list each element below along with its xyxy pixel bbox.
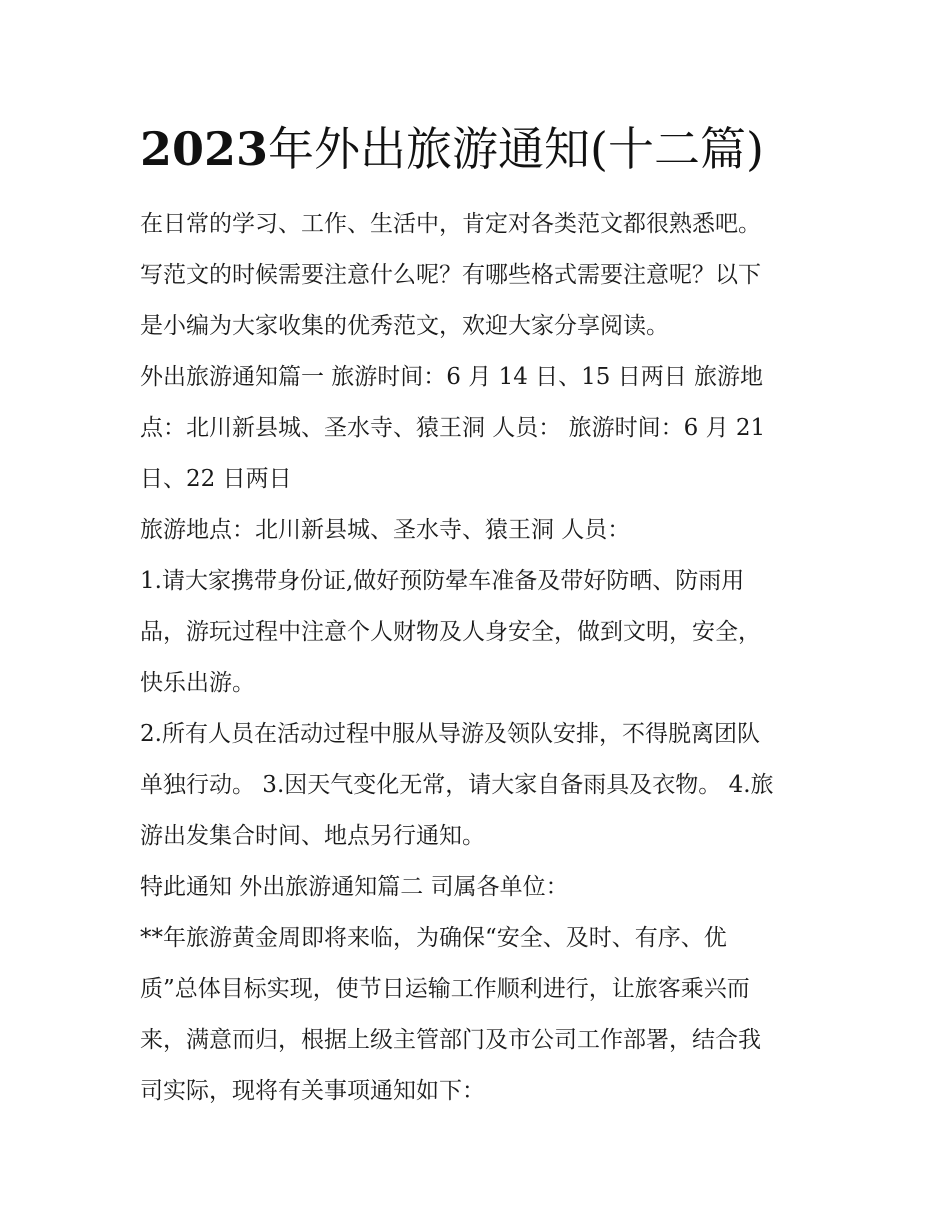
body-line: 旅游地点：北川新县城、圣水寺、猿王洞 人员： xyxy=(140,517,631,543)
body-line: 写范文的时候需要注意什么呢？有哪些格式需要注意呢？以下 xyxy=(140,262,761,288)
body-line: 品，游玩过程中注意个人财物及人身安全，做到文明，安全， xyxy=(140,619,761,645)
body-line: 单独行动。 3.因天气变化无常，请大家自备雨具及衣物。 4.旅 xyxy=(140,772,774,798)
body-line: 点：北川新县城、圣水寺、猿王洞 人员： 旅游时间：6 月 21 xyxy=(140,415,766,441)
body-line: 来，满意而归，根据上级主管部门及市公司工作部署，结合我 xyxy=(140,1027,761,1053)
title-year: 2023 xyxy=(140,122,269,176)
body-line: 2.所有人员在活动过程中服从导游及领队安排，不得脱离团队 xyxy=(140,721,760,747)
body-line: 日、22 日两日 xyxy=(140,466,292,492)
body-line: **年旅游黄金周即将来临，为确保“安全、及时、有序、优 xyxy=(140,925,727,951)
title-text: 年外出旅游通知(十二篇) xyxy=(268,122,764,176)
body-line: 快乐出游。 xyxy=(140,670,255,696)
body-line: 在日常的学习、工作、生活中，肯定对各类范文都很熟悉吧。 xyxy=(140,211,761,237)
body-line: 特此通知 外出旅游通知篇二 司属各单位： xyxy=(140,874,569,900)
body-line: 是小编为大家收集的优秀范文，欢迎大家分享阅读。 xyxy=(140,313,669,339)
body-line: 1.请大家携带身份证,做好预防晕车准备及带好防晒、防雨用 xyxy=(140,568,745,594)
body-line: 司实际，现将有关事项通知如下： xyxy=(140,1078,485,1104)
body-line: 外出旅游通知篇一 旅游时间：6 月 14 日、15 日两日 旅游地 xyxy=(140,364,764,390)
document-title xyxy=(140,118,840,180)
body-line: 游出发集合时间、地点另行通知。 xyxy=(140,823,485,849)
document-body xyxy=(140,199,830,1117)
body-line: 质”总体目标实现，使节日运输工作顺利进行，让旅客乘兴而 xyxy=(140,976,750,1002)
